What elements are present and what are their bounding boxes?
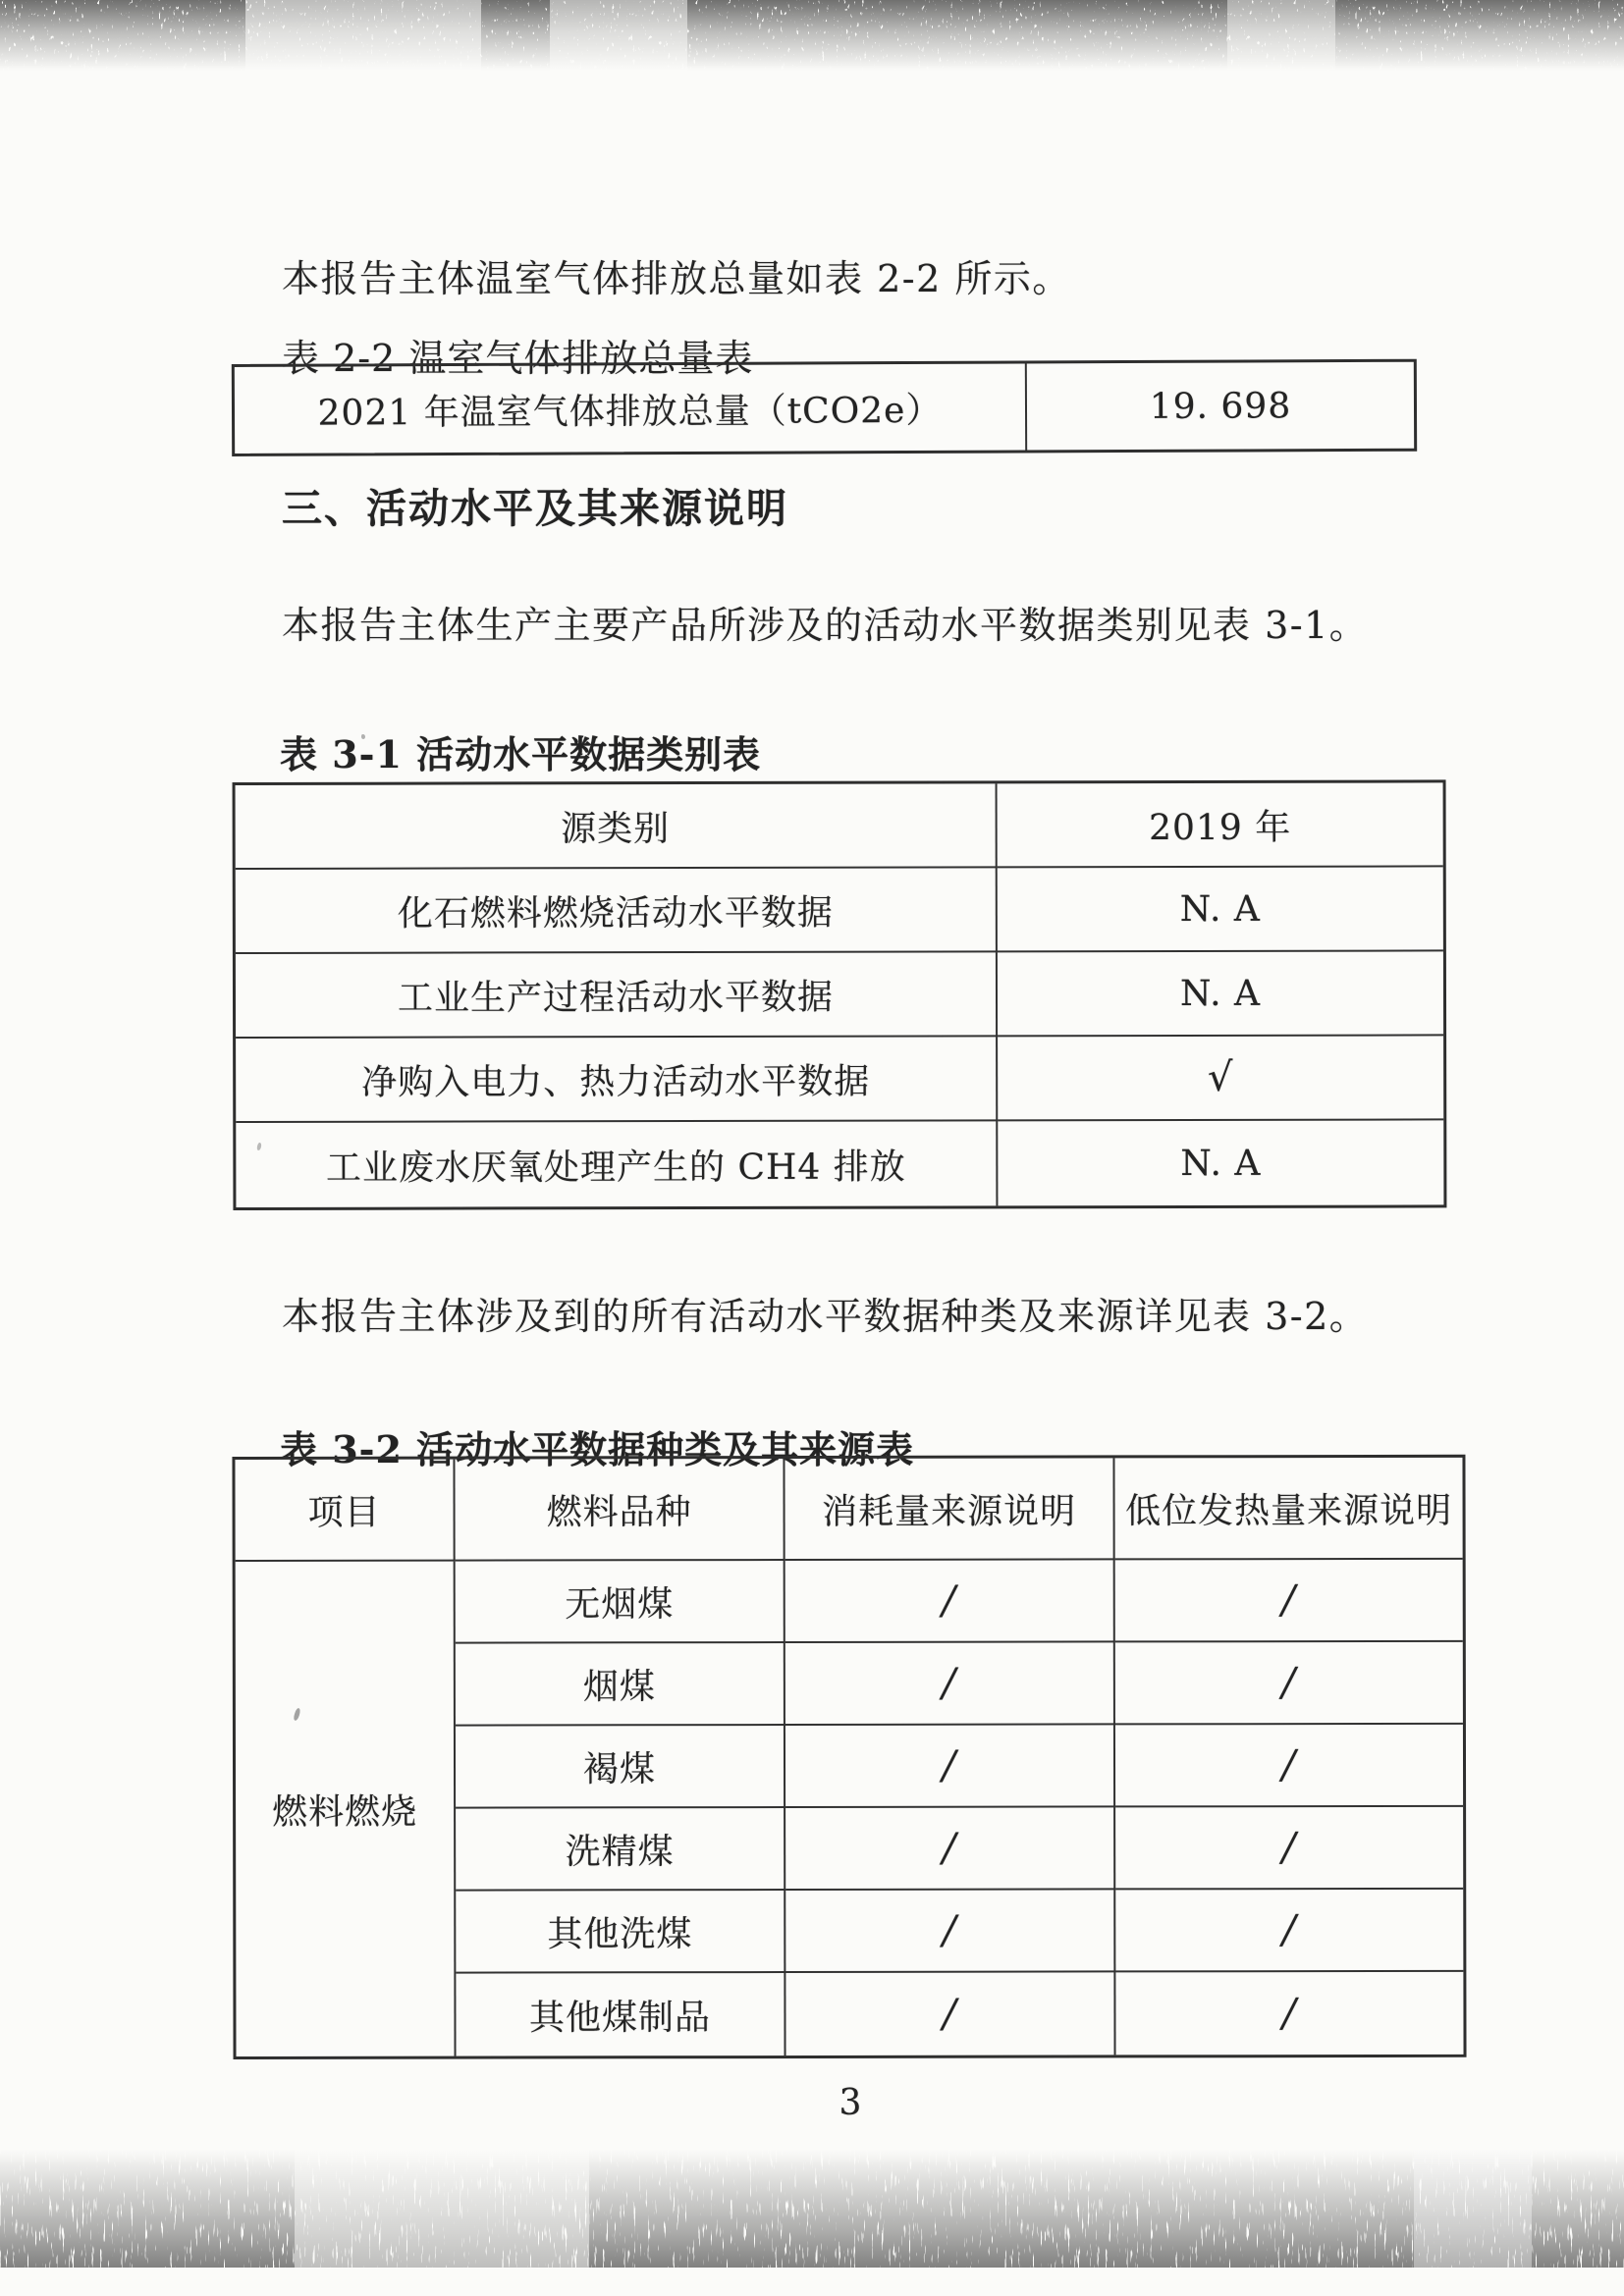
table-3-1-activity-categories [233,779,1447,1210]
heating-value-cell: / [1115,1807,1463,1891]
table-row-value: N. A [998,867,1443,952]
heating-value-cell: / [1115,1890,1463,1973]
table-row-value: N. A [1180,1143,1262,1184]
consumption-cell: / [785,1642,1115,1726]
table-2-2-row-label: 2021 年温室气体排放总量（tCO2e） [235,363,1027,454]
consumption-cell: / [785,1972,1115,2056]
paragraph-activity-categories: 本报告主体生产主要产品所涉及的活动水平数据类别见表 3-1。 [282,604,1369,647]
table-3-2-header-consumption-source: 消耗量来源说明 [785,1458,1114,1561]
table-3-1-title: 表 3-1 活动水平数据类别表 [280,732,762,776]
consumption-cell: / [785,1807,1115,1891]
page-number: 3 [839,2083,862,2123]
table-3-1-header-source: 源类别 [236,783,998,870]
consumption-cell: / [785,1560,1115,1643]
fuel-type-cell: 洗精煤 [456,1808,785,1892]
heating-value-cell: / [1115,1642,1463,1726]
fuel-type-cell: 烟煤 [456,1643,785,1727]
fuel-type-cell: 褐煤 [456,1726,785,1809]
scanner-noise-bottom [0,2150,1624,2268]
table-3-1-header-year: 2019 年 [998,782,1443,868]
consumption-cell: / [785,1890,1115,1973]
table-3-2-header-fuel-type: 燃料品种 [455,1459,785,1562]
section-heading-activity-level: 三、活动水平及其来源说明 [282,485,788,532]
heating-value-cell: / [1282,1991,1297,2037]
table-2-2-total-emissions [232,359,1417,456]
scanner-noise-top [0,0,1624,71]
table-row-label: 工业生产过程活动水平数据 [236,952,998,1039]
table-row-label: 净购入电力、热力活动水平数据 [236,1037,998,1123]
fuel-type-cell: 无烟煤 [456,1561,785,1644]
paragraph-total-emissions: 本报告主体温室气体排放总量如表 2-2 所示。 [282,257,1071,300]
consumption-cell: / [785,1725,1115,1808]
table-3-2-activity-sources [232,1455,1466,2059]
table-row-value: N. A [998,951,1443,1037]
table-row-label: 工业废水厌氧处理产生的 CH4 排放 [236,1121,998,1207]
paragraph-activity-sources: 本报告主体涉及到的所有活动水平数据种类及来源详见表 3-2。 [282,1295,1369,1338]
table-3-2-group-fuel-combustion: 燃料燃烧 [236,1562,457,2056]
table-3-2-header-heating-value-source: 低位发热量来源说明 [1114,1458,1462,1561]
table-3-2-header-item: 项目 [235,1460,455,1562]
heating-value-cell: / [1115,1560,1463,1643]
fuel-type-cell: 其他洗煤 [456,1891,785,1974]
fuel-type-cell: 其他煤制品 [456,1973,785,2056]
table-2-2-title: 表 2-2 温室气体排放总量表 [282,337,754,380]
table-3-2-title: 表 3-2 活动水平数据种类及其来源表 [280,1427,915,1471]
heating-value-cell: / [1115,1725,1463,1808]
table-2-2-row-value: 19. 698 [1149,385,1292,427]
table-row-label: 化石燃料燃烧活动水平数据 [236,868,998,954]
table-row-value-checkmark: √ [998,1036,1443,1121]
